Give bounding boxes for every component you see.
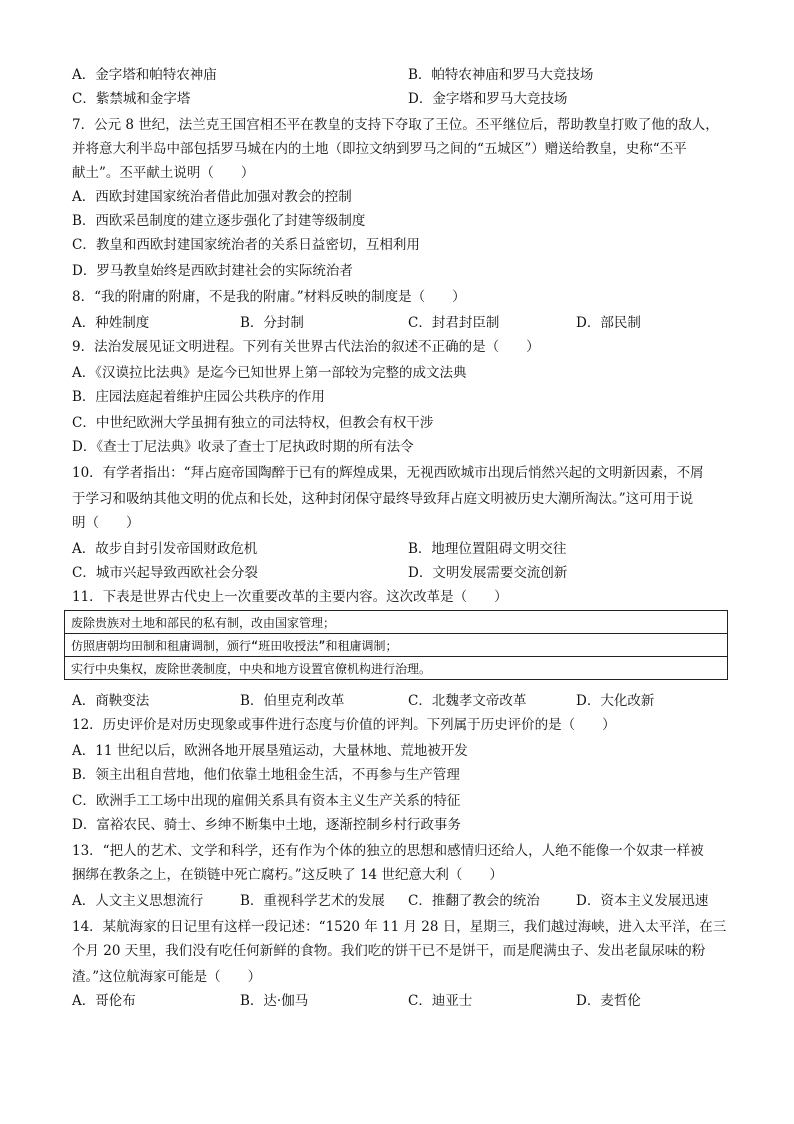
table-row xyxy=(65,634,728,657)
q10-option-b: B．地理位置阻碍文明交往 xyxy=(408,541,567,557)
table-row xyxy=(65,657,728,680)
q14-option-d: D．麦哲伦 xyxy=(576,993,641,1009)
q8-option-a: A．种姓制度 xyxy=(72,315,150,331)
q14-option-c: C．迪亚士 xyxy=(408,993,473,1009)
q10-option-d: D．文明发展需要交流创新 xyxy=(408,565,568,581)
q7-option-a: A．西欧封建国家统治者借此加强对教会的控制 xyxy=(72,189,352,205)
q12-stem: 12．历史评价是对历史现象或事件进行态度与价值的评判。下列属于历史评价的是（ ） xyxy=(72,717,616,733)
q6-option-d: D．金字塔和罗马大竞技场 xyxy=(408,91,568,107)
q13-option-c: C．推翻了教会的统治 xyxy=(408,893,540,909)
q13-option-a: A．人文主义思想流行 xyxy=(72,893,204,909)
q14-stem-line-3: 渣。”这位航海家可能是（ ） xyxy=(72,969,262,985)
q11-reform-table xyxy=(64,610,728,680)
q10-option-a: A．故步自封引发帝国财政危机 xyxy=(72,541,258,557)
q7-stem-line-1: 7．公元 8 世纪，法兰克王国宫相丕平在教皇的支持下夺取了王位。丕平继位后，帮助教皇打败了他的敌人， xyxy=(72,117,719,133)
q11-option-c: C．北魏孝文帝改革 xyxy=(408,693,527,709)
q6-option-a: A．金字塔和帕特农神庙 xyxy=(72,67,217,83)
q12-option-a: A．11 世纪以后，欧洲各地开展垦殖运动，大量林地、荒地被开发 xyxy=(72,743,468,759)
q6-option-b: B．帕特农神庙和罗马大竞技场 xyxy=(408,67,594,83)
q9-option-c: C．中世纪欧洲大学虽拥有独立的司法特权，但教会有权干涉 xyxy=(72,415,434,431)
table-cell: 仿照唐朝均田制和租庸调制，颁行“班田收授法”和租庸调制； xyxy=(65,634,728,657)
q13-option-d: D．资本主义发展迅速 xyxy=(576,893,709,909)
q13-option-b: B．重视科学艺术的发展 xyxy=(240,893,385,909)
q13-stem-line-2: 捆绑在教条之上，在锁链中死亡腐朽。”这反映了 14 世纪意大利（ ） xyxy=(72,867,503,883)
q6-option-c: C．紫禁城和金字塔 xyxy=(72,91,191,107)
table-cell: 实行中央集权，废除世袭制度，中央和地方设置官僚机构进行治理。 xyxy=(65,657,728,680)
q8-stem: 8．“我的附庸的附庸，不是我的附庸。”材料反映的制度是（ ） xyxy=(72,289,466,305)
q9-stem: 9．法治发展见证文明进程。下列有关世界古代法治的叙述不正确的是（ ） xyxy=(72,339,540,355)
q13-stem-line-1: 13．“把人的艺术、文学和科学，还有作为个体的独立的思想和感情归还给人，人绝不能像一个奴隶一样被 xyxy=(72,843,704,859)
table-cell: 废除贵族对土地和部民的私有制，改由国家管理； xyxy=(65,611,728,634)
q7-stem-line-3: 献土”。丕平献土说明（ ） xyxy=(72,165,255,181)
q9-option-b: B．庄园法庭起着维护庄园公共秩序的作用 xyxy=(72,389,325,405)
q7-option-d: D．罗马教皇始终是西欧封建社会的实际统治者 xyxy=(72,263,353,279)
table-row xyxy=(65,611,728,634)
q12-option-d: D．富裕农民、骑士、乡绅不断集中土地，逐渐控制乡村行政事务 xyxy=(72,817,461,833)
q8-option-b: B．分封制 xyxy=(240,315,304,331)
q14-stem-line-1: 14．某航海家的日记里有这样一段记述：“1520 年 11 月 28 日，星期三，我们越过海峡，进入太平洋，在三 xyxy=(72,919,727,935)
q8-option-c: C．封君封臣制 xyxy=(408,315,500,331)
q7-option-b: B．西欧采邑制度的建立逐步强化了封建等级制度 xyxy=(72,213,366,229)
q7-stem-line-2: 并将意大利半岛中部包括罗马城在内的土地（即拉文纳到罗马之间的“五城区”）赠送给教皇，史称“丕平 xyxy=(72,141,687,157)
q14-option-b: B．达·伽马 xyxy=(240,993,309,1009)
q12-option-c: C．欧洲手工工场中出现的雇佣关系具有资本主义生产关系的特征 xyxy=(72,793,461,809)
q9-option-a: A．《汉谟拉比法典》是迄今已知世界上第一部较为完整的成文法典 xyxy=(72,365,467,381)
q10-stem-line-2: 于学习和吸纳其他文明的优点和长处，这种封闭保守最终导致拜占庭文明被历史大潮所淘汰。”这可用于说 xyxy=(72,491,694,507)
q10-stem-line-3: 明（ ） xyxy=(72,515,140,531)
q9-option-d: D．《查士丁尼法典》收录了查士丁尼执政时期的所有法令 xyxy=(72,439,414,455)
q12-option-b: B．领主出租自营地，他们依靠土地租金生活，不再参与生产管理 xyxy=(72,767,460,783)
q10-stem-line-1: 10．有学者指出：“拜占庭帝国陶醉于已有的辉煌成果，无视西欧城市出现后悄然兴起的文明新因素，不屑 xyxy=(72,465,704,481)
q14-option-a: A．哥伦布 xyxy=(72,993,136,1009)
q11-stem: 11．下表是世界古代史上一次重要改革的主要内容。这次改革是（ ） xyxy=(72,589,508,605)
q8-option-d: D．部民制 xyxy=(576,315,641,331)
q11-option-a: A．商鞅变法 xyxy=(72,693,150,709)
q14-stem-line-2: 个月 20 天里，我们没有吃任何新鲜的食物。我们吃的饼干已不是饼干，而是爬满虫子、发出老鼠尿味的粉 xyxy=(72,943,706,959)
q11-option-b: B．伯里克利改革 xyxy=(240,693,345,709)
q10-option-c: C．城市兴起导致西欧社会分裂 xyxy=(72,565,258,581)
q11-option-d: D．大化改新 xyxy=(576,693,655,709)
q7-option-c: C．教皇和西欧封建国家统治者的关系日益密切，互相利用 xyxy=(72,237,420,253)
